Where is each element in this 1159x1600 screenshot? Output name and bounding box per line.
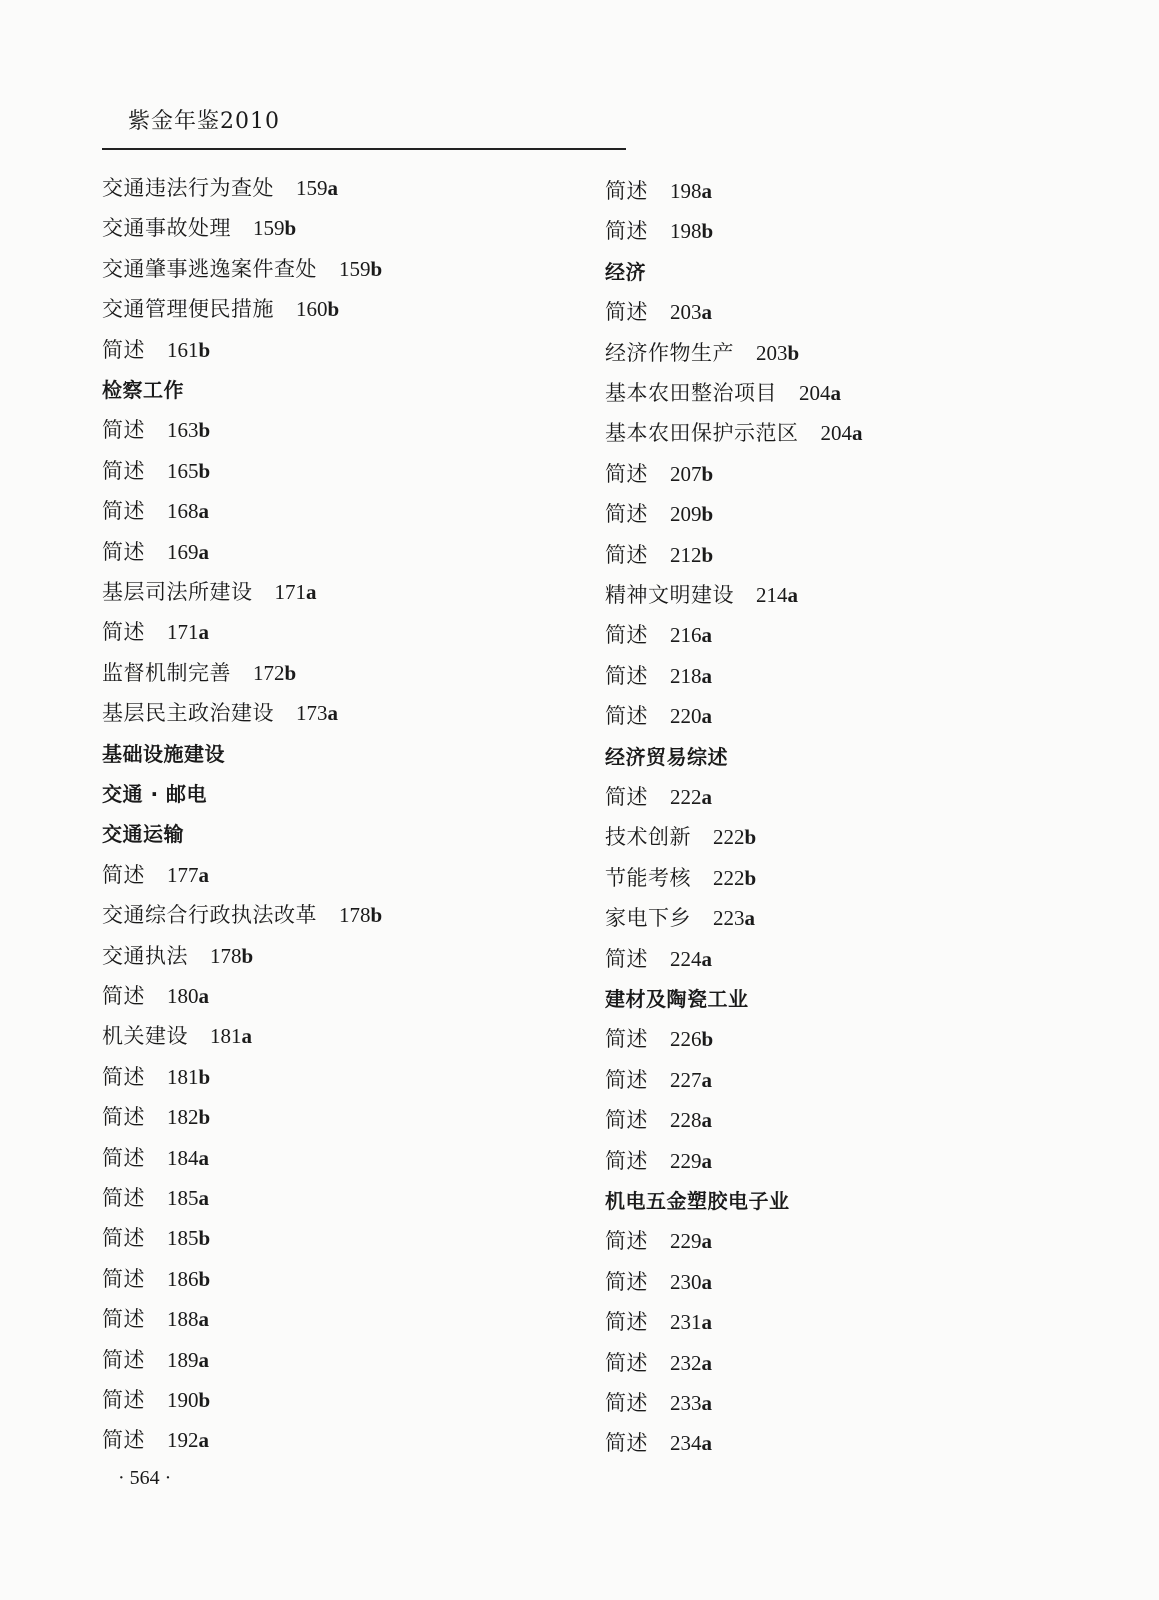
- entry-title: 简述: [605, 219, 648, 244]
- entry-page-number: 171: [274, 580, 306, 604]
- index-entry: [102, 618, 209, 646]
- index-entry: [605, 904, 755, 932]
- entry-column-suffix: b: [198, 1105, 211, 1130]
- index-entry: [102, 901, 382, 929]
- entry-column-suffix: b: [198, 458, 211, 483]
- index-section-heading: [605, 743, 728, 771]
- entry-page-number: 181: [167, 1064, 199, 1089]
- index-entry: [605, 177, 712, 205]
- entry-title: 简述: [605, 1148, 648, 1173]
- entry-page-number: 232: [670, 1350, 702, 1375]
- index-entry: [605, 864, 756, 892]
- entry-title: 简述: [605, 1108, 648, 1133]
- entry-column-suffix: a: [327, 701, 338, 726]
- entry-page-number: 204: [799, 381, 831, 405]
- entry-title: 交通管理便民措施: [102, 297, 274, 322]
- entry-column-suffix: a: [701, 300, 712, 325]
- index-entry: [605, 419, 863, 447]
- entry-column-suffix: b: [787, 340, 800, 365]
- entry-title: 简述: [102, 1307, 145, 1332]
- entry-column-suffix: a: [198, 984, 209, 1008]
- entry-page-number: 222: [713, 825, 745, 850]
- index-entry: [605, 1308, 712, 1336]
- entry-page-number: 159: [339, 256, 371, 281]
- entry-title: 简述: [102, 1186, 145, 1210]
- index-section-heading: [605, 258, 646, 286]
- index-entry: [102, 942, 253, 970]
- entry-page-number: 172: [253, 660, 285, 685]
- entry-page-number: 171: [167, 620, 199, 645]
- entry-column-suffix: a: [198, 1347, 209, 1372]
- entry-title: 简述: [102, 1347, 145, 1372]
- entry-title: 简述: [102, 1105, 145, 1130]
- entry-column-suffix: a: [198, 499, 209, 524]
- entry-column-suffix: b: [701, 1027, 714, 1052]
- entry-column-suffix: a: [327, 176, 338, 200]
- entry-title: 机电五金塑胶电子业: [605, 1189, 790, 1213]
- entry-page-number: 227: [670, 1067, 702, 1092]
- entry-title: 简述: [102, 1145, 145, 1170]
- entry-title: 简述: [605, 502, 648, 527]
- entry-page-number: 204: [820, 421, 852, 446]
- index-entry: [102, 336, 210, 364]
- entry-page-number: 163: [167, 418, 199, 443]
- entry-column-suffix: b: [701, 502, 714, 527]
- entry-page-number: 228: [670, 1108, 702, 1133]
- entry-column-suffix: b: [198, 1064, 211, 1089]
- entry-title: 交通运输: [102, 822, 184, 847]
- index-entry: [605, 1147, 712, 1175]
- entry-title: 交通 · 邮电: [102, 782, 208, 806]
- entry-title: 简述: [102, 1428, 145, 1453]
- entry-page-number: 222: [670, 785, 702, 809]
- index-entry: [605, 1349, 712, 1377]
- index-entry: [605, 1429, 712, 1457]
- entry-column-suffix: a: [701, 663, 712, 688]
- entry-title: 简述: [102, 499, 145, 524]
- entry-page-number: 178: [210, 943, 242, 968]
- entry-page-number: 173: [296, 701, 328, 726]
- entry-column-suffix: a: [701, 1148, 712, 1173]
- index-entry: [605, 621, 712, 649]
- index-entry: [605, 460, 713, 488]
- index-entry: [102, 214, 296, 242]
- entry-page-number: 159: [296, 176, 328, 200]
- entry-column-suffix: a: [830, 381, 841, 405]
- entry-column-suffix: b: [198, 1388, 211, 1412]
- entry-title: 简述: [605, 946, 648, 971]
- index-section-heading: [102, 376, 184, 404]
- entry-title: 交通执法: [102, 943, 188, 968]
- entry-column-suffix: a: [701, 785, 712, 809]
- entry-page-number: 233: [670, 1391, 702, 1415]
- entry-column-suffix: a: [701, 1269, 712, 1294]
- entry-title: 简述: [102, 1226, 145, 1251]
- entry-title: 家电下乡: [605, 906, 691, 931]
- entry-column-suffix: b: [198, 337, 211, 362]
- entry-column-suffix: a: [306, 580, 317, 604]
- entry-page-number: 184: [167, 1145, 199, 1170]
- entry-title: 简述: [605, 1310, 648, 1335]
- index-entry: [102, 497, 209, 525]
- entry-title: 简述: [605, 300, 648, 325]
- entry-title: 经济: [605, 259, 646, 284]
- entry-title: 简述: [102, 1388, 145, 1412]
- entry-title: 经济贸易综述: [605, 744, 728, 769]
- entry-title: 简述: [102, 1266, 145, 1291]
- entry-column-suffix: a: [701, 1431, 712, 1456]
- index-section-heading: [102, 740, 225, 768]
- header-rule: [102, 148, 626, 150]
- entry-column-suffix: a: [701, 179, 712, 203]
- index-entry: [102, 1305, 209, 1333]
- index-entry: [102, 1022, 252, 1050]
- entry-column-suffix: a: [701, 946, 712, 971]
- entry-title: 基层司法所建设: [102, 580, 253, 604]
- entry-title: 简述: [605, 1269, 648, 1294]
- entry-page-number: 165: [167, 458, 199, 483]
- index-entry: [605, 823, 756, 851]
- index-entry: [102, 982, 209, 1010]
- entry-page-number: 216: [670, 623, 702, 648]
- entry-column-suffix: b: [744, 825, 757, 850]
- entry-title: 简述: [605, 1391, 648, 1415]
- index-entry: [102, 538, 209, 566]
- index-section-heading: [102, 780, 207, 808]
- index-section-heading: [102, 820, 184, 848]
- index-entry: [102, 659, 296, 687]
- entry-title: 简述: [102, 620, 145, 645]
- entry-column-suffix: a: [198, 862, 209, 887]
- entry-column-suffix: a: [787, 583, 798, 607]
- index-entry: [102, 861, 209, 889]
- entry-page-number: 226: [670, 1027, 702, 1052]
- entry-column-suffix: a: [701, 1350, 712, 1375]
- entry-title: 机关建设: [102, 1024, 188, 1049]
- entry-column-suffix: b: [701, 461, 714, 486]
- entry-title: 简述: [605, 785, 648, 809]
- entry-title: 基本农田整治项目: [605, 381, 777, 405]
- index-entry: [605, 1066, 712, 1094]
- entry-column-suffix: a: [852, 421, 863, 446]
- entry-title: 监督机制完善: [102, 660, 231, 685]
- index-entry: [605, 1389, 712, 1417]
- entry-column-suffix: a: [198, 1428, 209, 1453]
- entry-page-number: 181: [210, 1024, 242, 1049]
- entry-page-number: 185: [167, 1186, 199, 1210]
- entry-page-number: 198: [670, 179, 702, 203]
- index-entry: [605, 298, 712, 326]
- index-entry: [102, 578, 317, 606]
- entry-page-number: 224: [670, 946, 702, 971]
- entry-title: 交通违法行为查处: [102, 176, 274, 200]
- entry-column-suffix: b: [370, 903, 383, 928]
- entry-page-number: 189: [167, 1347, 199, 1372]
- entry-title: 简述: [605, 1431, 648, 1456]
- entry-column-suffix: b: [198, 1226, 211, 1251]
- index-entry: [605, 1025, 713, 1053]
- entry-column-suffix: b: [198, 1266, 211, 1291]
- entry-page-number: 220: [670, 704, 702, 729]
- entry-page-number: 223: [713, 906, 745, 931]
- entry-column-suffix: a: [701, 1067, 712, 1092]
- entry-page-number: 234: [670, 1431, 702, 1456]
- entry-title: 简述: [605, 179, 648, 203]
- index-entry: [102, 416, 210, 444]
- index-entry: [102, 255, 382, 283]
- entry-title: 简述: [102, 337, 145, 362]
- entry-page-number: 203: [756, 340, 788, 365]
- entry-page-number: 160: [296, 297, 328, 322]
- entry-column-suffix: b: [327, 297, 340, 322]
- entry-column-suffix: a: [701, 1310, 712, 1335]
- entry-column-suffix: a: [198, 620, 209, 645]
- entry-title: 精神文明建设: [605, 583, 734, 607]
- entry-page-number: 230: [670, 1269, 702, 1294]
- entry-column-suffix: b: [241, 943, 254, 968]
- index-entry: [605, 783, 712, 811]
- index-section-heading: [605, 985, 749, 1013]
- entry-page-number: 198: [670, 219, 702, 244]
- entry-page-number: 218: [670, 663, 702, 688]
- entry-column-suffix: b: [370, 256, 383, 281]
- entry-title: 简述: [605, 1027, 648, 1052]
- index-entry: [102, 1346, 209, 1374]
- entry-page-number: 192: [167, 1428, 199, 1453]
- entry-title: 简述: [605, 461, 648, 486]
- entry-title: 简述: [605, 663, 648, 688]
- index-entry: [102, 1426, 209, 1454]
- entry-column-suffix: a: [701, 1108, 712, 1133]
- index-entry: [102, 174, 338, 202]
- entry-column-suffix: a: [198, 1186, 209, 1210]
- entry-title: 简述: [102, 984, 145, 1008]
- entry-title: 简述: [102, 539, 145, 564]
- entry-page-number: 180: [167, 984, 199, 1008]
- index-entry: [605, 945, 712, 973]
- entry-title: 简述: [605, 1067, 648, 1092]
- entry-title: 简述: [102, 458, 145, 483]
- index-section-heading: [605, 1187, 790, 1215]
- index-entry: [102, 1224, 210, 1252]
- entry-column-suffix: b: [701, 542, 714, 567]
- entry-title: 经济作物生产: [605, 340, 734, 365]
- entry-title: 交通综合行政执法改革: [102, 903, 317, 928]
- index-entry: [605, 217, 713, 245]
- index-entry: [605, 379, 841, 407]
- entry-column-suffix: a: [701, 1229, 712, 1254]
- entry-title: 简述: [102, 418, 145, 443]
- index-entry: [605, 662, 712, 690]
- index-entry: [102, 457, 210, 485]
- page-number: · 564 ·: [118, 1467, 172, 1489]
- index-entry: [605, 702, 712, 730]
- entry-page-number: 178: [339, 903, 371, 928]
- entry-column-suffix: a: [241, 1024, 252, 1049]
- entry-column-suffix: b: [744, 865, 757, 890]
- index-entry: [605, 500, 713, 528]
- index-entry: [102, 1063, 210, 1091]
- entry-title: 简述: [605, 1229, 648, 1254]
- index-entry: [605, 581, 798, 609]
- entry-title: 简述: [605, 542, 648, 567]
- entry-title: 简述: [102, 862, 145, 887]
- entry-page-number: 186: [167, 1266, 199, 1291]
- entry-page-number: 212: [670, 542, 702, 567]
- entry-title: 基本农田保护示范区: [605, 421, 799, 446]
- entry-title: 检察工作: [102, 378, 184, 402]
- entry-column-suffix: b: [284, 660, 297, 685]
- entry-column-suffix: b: [701, 219, 714, 244]
- index-entry: [605, 1227, 712, 1255]
- entry-column-suffix: a: [701, 623, 712, 648]
- entry-page-number: 168: [167, 499, 199, 524]
- entry-title: 基础设施建设: [102, 741, 225, 766]
- entry-column-suffix: b: [284, 216, 297, 241]
- entry-title: 简述: [605, 704, 648, 729]
- entry-page-number: 159: [253, 216, 285, 241]
- index-entry: [102, 1144, 209, 1172]
- entry-page-number: 182: [167, 1105, 199, 1130]
- entry-column-suffix: b: [198, 418, 211, 443]
- page-header-title: 紫金年鉴2010: [128, 109, 280, 134]
- entry-title: 技术创新: [605, 825, 691, 850]
- entry-title: 交通事故处理: [102, 216, 231, 241]
- index-entry: [605, 541, 713, 569]
- entry-title: 交通肇事逃逸案件查处: [102, 256, 317, 281]
- index-entry: [102, 699, 338, 727]
- entry-column-suffix: a: [198, 1307, 209, 1332]
- entry-page-number: 214: [756, 583, 788, 607]
- entry-column-suffix: a: [198, 1145, 209, 1170]
- entry-page-number: 161: [167, 337, 199, 362]
- entry-title: 简述: [605, 623, 648, 648]
- entry-title: 简述: [102, 1064, 145, 1089]
- entry-column-suffix: a: [198, 539, 209, 564]
- index-entry: [102, 1184, 209, 1212]
- index-entry: [605, 339, 799, 367]
- entry-page-number: 209: [670, 502, 702, 527]
- entry-page-number: 188: [167, 1307, 199, 1332]
- entry-title: 建材及陶瓷工业: [605, 987, 749, 1011]
- entry-column-suffix: a: [701, 704, 712, 729]
- entry-page-number: 229: [670, 1229, 702, 1254]
- entry-page-number: 169: [167, 539, 199, 564]
- entry-page-number: 207: [670, 461, 702, 486]
- entry-column-suffix: a: [701, 1391, 712, 1415]
- entry-page-number: 185: [167, 1226, 199, 1251]
- entry-page-number: 222: [713, 865, 745, 890]
- index-entry: [102, 1386, 210, 1414]
- index-entry: [605, 1268, 712, 1296]
- entry-page-number: 190: [167, 1388, 199, 1412]
- entry-column-suffix: a: [744, 906, 755, 931]
- entry-page-number: 229: [670, 1148, 702, 1173]
- index-entry: [102, 1265, 210, 1293]
- entry-page-number: 177: [167, 862, 199, 887]
- entry-page-number: 231: [670, 1310, 702, 1335]
- entry-title: 基层民主政治建设: [102, 701, 274, 726]
- entry-page-number: 203: [670, 300, 702, 325]
- entry-title: 简述: [605, 1350, 648, 1375]
- entry-title: 节能考核: [605, 865, 691, 890]
- index-entry: [102, 295, 339, 323]
- index-entry: [102, 1103, 210, 1131]
- index-entry: [605, 1106, 712, 1134]
